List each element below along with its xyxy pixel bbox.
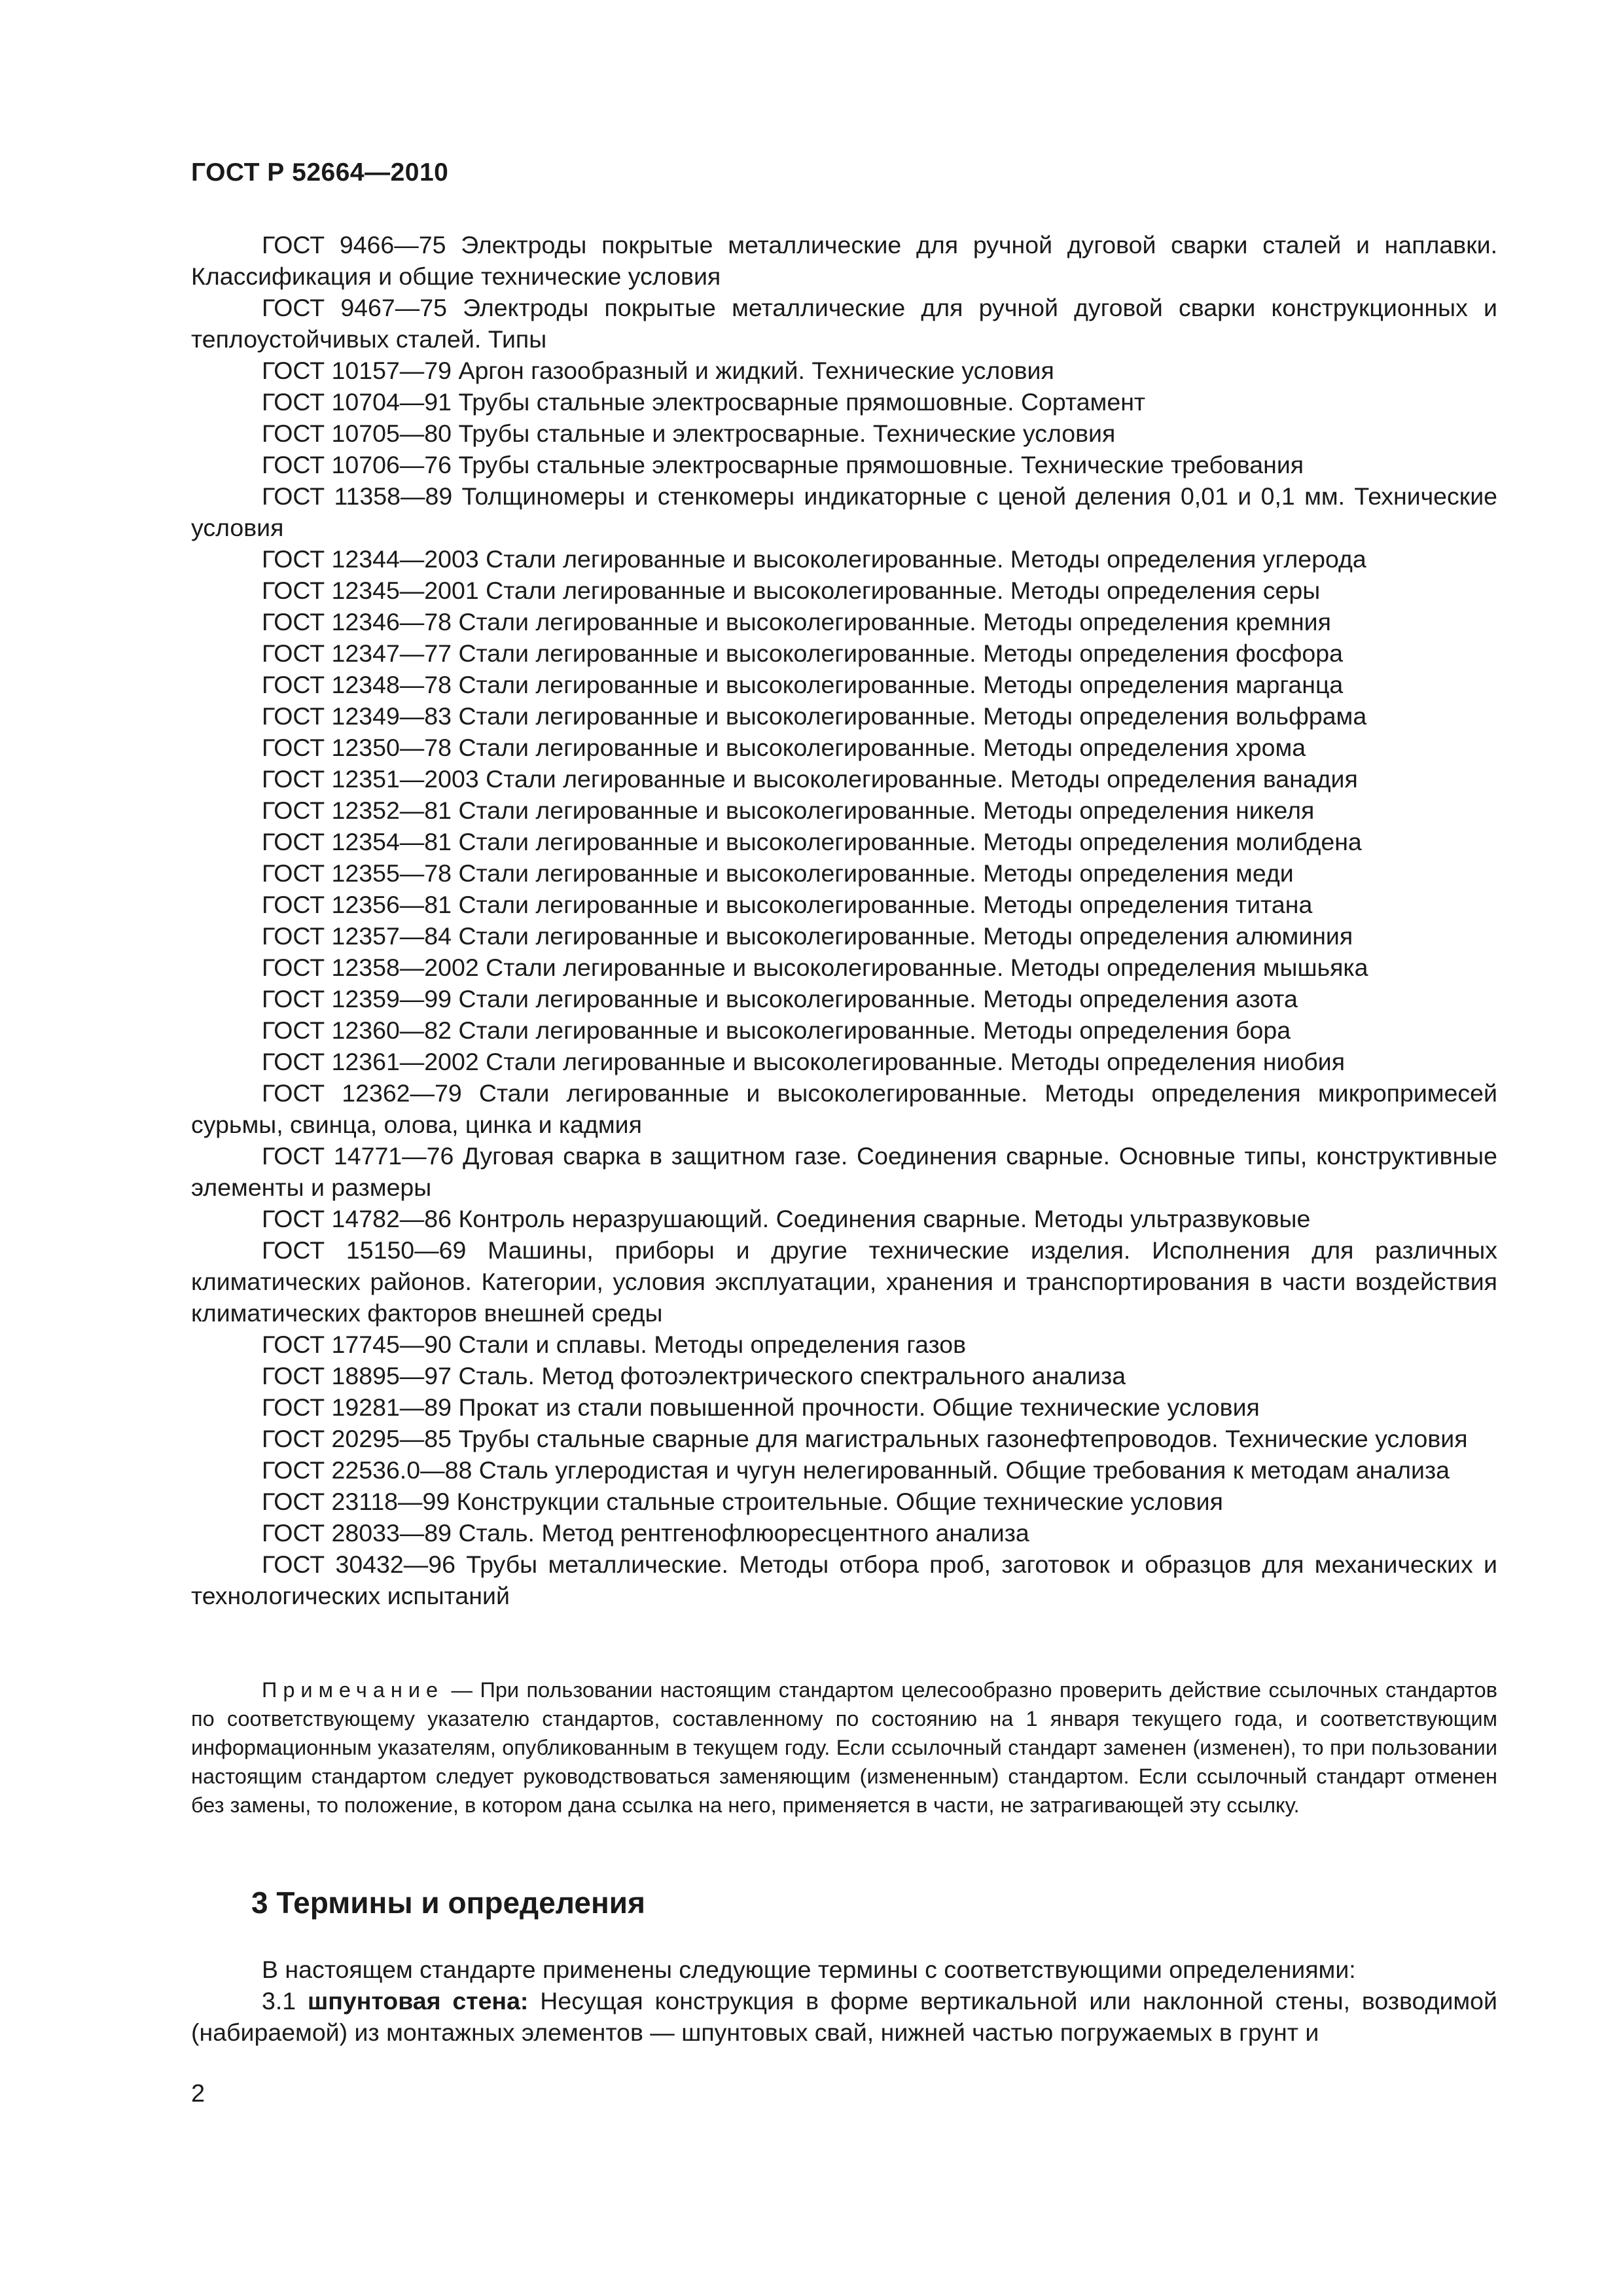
reference-item: ГОСТ 12355—78 Стали легированные и высоколегированные. Методы определения меди <box>262 859 1294 887</box>
reference-item: ГОСТ 12350—78 Стали легированные и высоколегированные. Методы определения хрома <box>262 734 1306 761</box>
reference-item: ГОСТ 19281—89 Прокат из стали повышенной прочности. Общие технические условия <box>262 1393 1260 1421</box>
reference-item: ГОСТ 12351—2003 Стали легированные и высоколегированные. Методы определения ванадия <box>262 765 1358 793</box>
reference-item: ГОСТ 12356—81 Стали легированные и высоколегированные. Методы определения титана <box>262 891 1313 918</box>
section-body <box>191 1954 1497 2048</box>
reference-item: ГОСТ 28033—89 Сталь. Метод рентгенофлюоресцентного анализа <box>262 1519 1029 1547</box>
reference-item: ГОСТ 12347—77 Стали легированные и высоколегированные. Методы определения фосфора <box>262 639 1343 667</box>
reference-item: ГОСТ 14771—76 Дуговая сварка в защитном газе. Соединения сварные. Основные типы, конструктивные элементы и размеры <box>191 1142 1497 1201</box>
reference-item: ГОСТ 10704—91 Трубы стальные электросварные прямошовные. Сортамент <box>262 388 1146 416</box>
reference-item: ГОСТ 14782—86 Контроль неразрушающий. Соединения сварные. Методы ультразвуковые <box>262 1205 1311 1232</box>
reference-item: ГОСТ 12360—82 Стали легированные и высоколегированные. Методы определения бора <box>262 1016 1291 1044</box>
term-definition-text: Несущая конструкция в форме вертикальной или наклонной стены, возводимой (набираемой) из монтажных элементов — шпунтовых свай, нижней частью погружаемых в грунт и <box>191 1987 1497 2046</box>
term-name: шпунтовая стена: <box>308 1987 529 2015</box>
normative-references-list <box>191 229 1497 1611</box>
reference-item: ГОСТ 20295—85 Трубы стальные сварные для магистральных газонефтепроводов. Технические условия <box>262 1425 1468 1452</box>
page-number: 2 <box>191 2080 205 2108</box>
note-text: — При пользовании настоящим стандартом целесообразно проверить действие ссылочных стандартов по соответствующему указателю стандартов, составленному по состоянию на 1 января текущего года, и соответствующим информационным указателям, опубликованным в текущем году. Если ссылочный стандарт заменен (изменен), то при пользовании настоящим стандартом следует руководствоваться заменяющим (измененным) стандартом. Если ссылочный стандарт отменен без замены, то положение, в котором дана ссылка на него, применяется в части, не затрагивающей эту ссылку. <box>191 1678 1497 1817</box>
document-header: ГОСТ Р 52664—2010 <box>191 158 449 187</box>
reference-item: ГОСТ 18895—97 Сталь. Метод фотоэлектрического спектрального анализа <box>262 1362 1126 1390</box>
reference-item: ГОСТ 12361—2002 Стали легированные и высоколегированные. Методы определения ниобия <box>262 1048 1345 1075</box>
reference-item: ГОСТ 10157—79 Аргон газообразный и жидкий. Технические условия <box>262 357 1054 384</box>
term-definition-3-1 <box>191 1985 1497 2048</box>
reference-item: ГОСТ 12348—78 Стали легированные и высоколегированные. Методы определения марганца <box>262 671 1344 698</box>
reference-item: ГОСТ 12349—83 Стали легированные и высоколегированные. Методы определения вольфрама <box>262 702 1367 730</box>
reference-item: ГОСТ 12354—81 Стали легированные и высоколегированные. Методы определения молибдена <box>262 828 1362 855</box>
reference-item: ГОСТ 15150—69 Машины, приборы и другие технические изделия. Исполнения для различных климатических районов. Категории, условия эксплуатации, хранения и транспортирования в части воздействия климатических факторов внешней среды <box>191 1236 1497 1327</box>
reference-item: ГОСТ 12346—78 Стали легированные и высоколегированные. Методы определения кремния <box>262 608 1331 636</box>
reference-item: ГОСТ 11358—89 Толщиномеры и стенкомеры индикаторные с ценой деления 0,01 и 0,1 мм. Технические условия <box>191 482 1497 541</box>
note-label: Примечание <box>262 1678 444 1702</box>
reference-item: ГОСТ 12359—99 Стали легированные и высоколегированные. Методы определения азота <box>262 985 1298 1013</box>
reference-item: ГОСТ 10705—80 Трубы стальные и электросварные. Технические условия <box>262 420 1116 447</box>
reference-item: ГОСТ 12345—2001 Стали легированные и высоколегированные. Методы определения серы <box>262 577 1321 604</box>
reference-item: ГОСТ 30432—96 Трубы металлические. Методы отбора проб, заготовок и образцов для механических и технологических испытаний <box>191 1551 1497 1609</box>
reference-item: ГОСТ 12358—2002 Стали легированные и высоколегированные. Методы определения мышьяка <box>262 954 1368 981</box>
reference-item: ГОСТ 10706—76 Трубы стальные электросварные прямошовные. Технические требования <box>262 451 1304 478</box>
reference-item: ГОСТ 9466—75 Электроды покрытые металлические для ручной дуговой сварки сталей и наплавки. Классификация и общие технические условия <box>191 231 1497 290</box>
note-paragraph <box>191 1676 1497 1820</box>
reference-item: ГОСТ 12357—84 Стали легированные и высоколегированные. Методы определения алюминия <box>262 922 1353 950</box>
reference-item: ГОСТ 17745—90 Стали и сплавы. Методы определения газов <box>262 1331 967 1358</box>
reference-item: ГОСТ 22536.0—88 Сталь углеродистая и чугун нелегированный. Общие требования к методам анализа <box>262 1456 1450 1484</box>
section-heading: 3 Термины и определения <box>251 1886 645 1920</box>
section-intro: В настоящем стандарте применены следующие термины с соответствующими определениями: <box>262 1956 1356 1983</box>
reference-item: ГОСТ 12352—81 Стали легированные и высоколегированные. Методы определения никеля <box>262 797 1315 824</box>
reference-item: ГОСТ 9467—75 Электроды покрытые металлические для ручной дуговой сварки конструкционных и теплоустойчивых сталей. Типы <box>191 294 1497 353</box>
term-number: 3.1 <box>262 1987 308 2015</box>
reference-item: ГОСТ 12344—2003 Стали легированные и высоколегированные. Методы определения углерода <box>262 545 1366 573</box>
reference-item: ГОСТ 12362—79 Стали легированные и высоколегированные. Методы определения микропримесей сурьмы, свинца, олова, цинка и кадмия <box>191 1079 1497 1138</box>
reference-item: ГОСТ 23118—99 Конструкции стальные строительные. Общие технические условия <box>262 1488 1223 1515</box>
